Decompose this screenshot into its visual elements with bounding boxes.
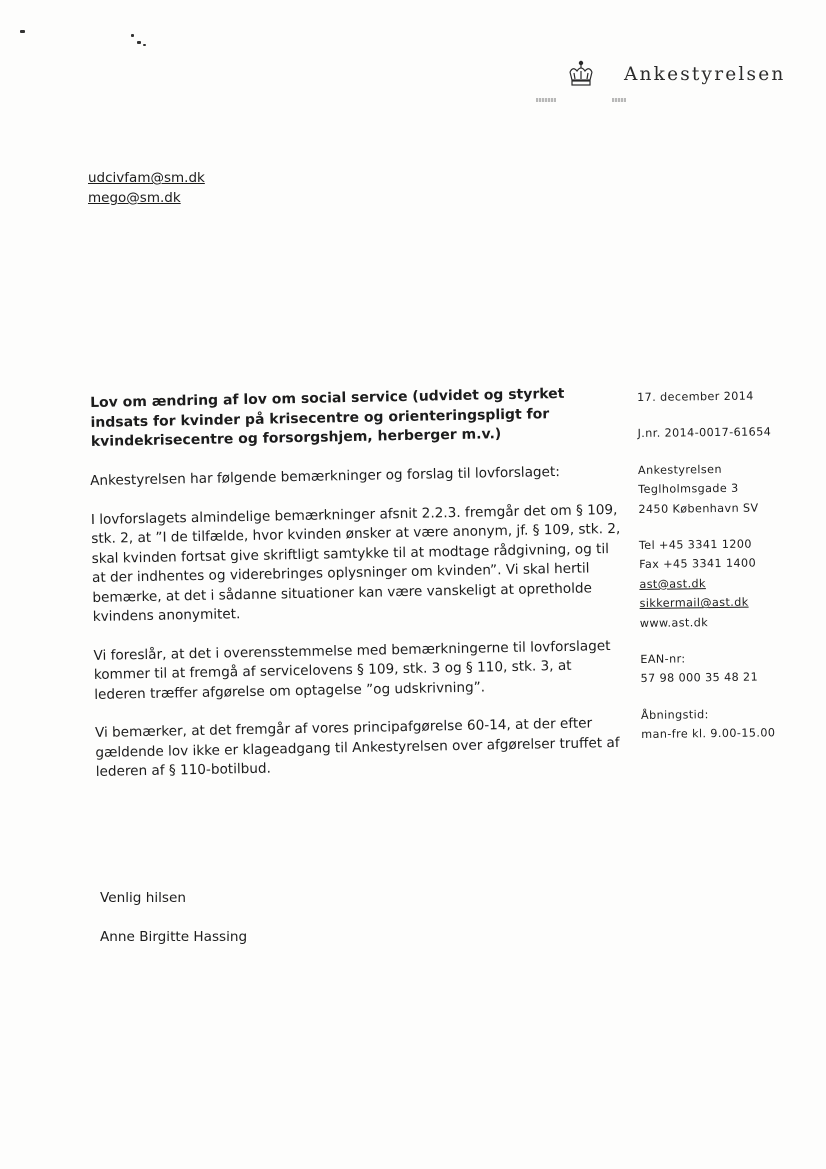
body-paragraph: Vi bemærker, at det fremgår af vores principafgørelse 60-14, at der efter gældende lov ikke er klageadgang til Ankestyrelsen over afgørelser truffet af lederen af § 110-botilbud. bbox=[94, 715, 620, 780]
recipient-list bbox=[88, 168, 205, 208]
fax-number: Fax +45 3341 1400 bbox=[639, 556, 757, 572]
scan-speck bbox=[137, 41, 141, 44]
opening-hours-label: Åbningstid: bbox=[640, 708, 709, 722]
closing-greeting: Venlig hilsen bbox=[100, 890, 186, 906]
agency-name: Ankestyrelsen bbox=[624, 64, 786, 85]
scan-speck bbox=[131, 34, 134, 37]
scan-speck bbox=[20, 30, 25, 33]
secure-email-link[interactable]: sikkermail@ast.dk bbox=[639, 595, 749, 611]
address-line: 2450 København SV bbox=[638, 501, 759, 516]
letter-body bbox=[90, 462, 626, 802]
body-paragraph: I lovforslagets almindelige bemærkninger afsnit 2.2.3. fremgår det om § 109, stk. 2, at ”I de tilfælde, hvor kvinden ønsker at være anonym, jf. § 109, stk. 2, skal kvinden fortsat give skriftligt samtykke til at modtage rådgivning, og til at der indhentes og viderebringes oplysninger om kvinden”. Vi skal hertil bemærke, at det i sådanne situationer kan være vanskeligt at opretholde kvindens anonymitet. bbox=[90, 501, 621, 625]
address-line: Ankestyrelsen bbox=[637, 462, 722, 477]
scan-mark bbox=[536, 98, 556, 102]
sender-info bbox=[637, 386, 821, 745]
recipient-email[interactable]: mego@sm.dk bbox=[88, 190, 181, 206]
phone-number: Tel +45 3341 1200 bbox=[638, 537, 752, 553]
letter-date: 17. december 2014 bbox=[637, 389, 754, 404]
opening-hours: man-fre kl. 9.00-15.00 bbox=[641, 726, 776, 742]
website-link[interactable]: www.ast.dk bbox=[639, 615, 709, 630]
letter-closing bbox=[100, 888, 247, 947]
scan-mark bbox=[612, 98, 626, 102]
recipient-email[interactable]: udcivfam@sm.dk bbox=[88, 170, 205, 186]
journal-number: J.nr. 2014-0017-61654 bbox=[637, 425, 772, 441]
address-line: Teglholmsgade 3 bbox=[638, 481, 739, 497]
ean-number: 57 98 000 35 48 21 bbox=[640, 671, 759, 686]
crown-icon bbox=[566, 60, 596, 88]
scan-speck bbox=[143, 44, 146, 46]
body-intro: Ankestyrelsen har følgende bemærkninger og forslag til lovforslaget: bbox=[90, 463, 561, 489]
body-paragraph: Vi foreslår, at det i overensstemmelse med bemærkningerne til lovforslaget kommer til at fremgå af servicelovens § 109, stk. 3 og § 110, stk. 3, at lederen træffer afgørelse om optagelse ”og udskrivning”. bbox=[93, 637, 611, 703]
email-link[interactable]: ast@ast.dk bbox=[639, 577, 706, 591]
signer-name: Anne Birgitte Hassing bbox=[100, 929, 248, 945]
letter-subject: Lov om ændring af lov om social service (udvidet og styrket indsats for kvinder på krisecentre og orienteringspligt for kvindekrisecentre og forsorgshjem, herberger m.v.) bbox=[90, 385, 565, 450]
ean-label: EAN-nr: bbox=[640, 652, 686, 667]
